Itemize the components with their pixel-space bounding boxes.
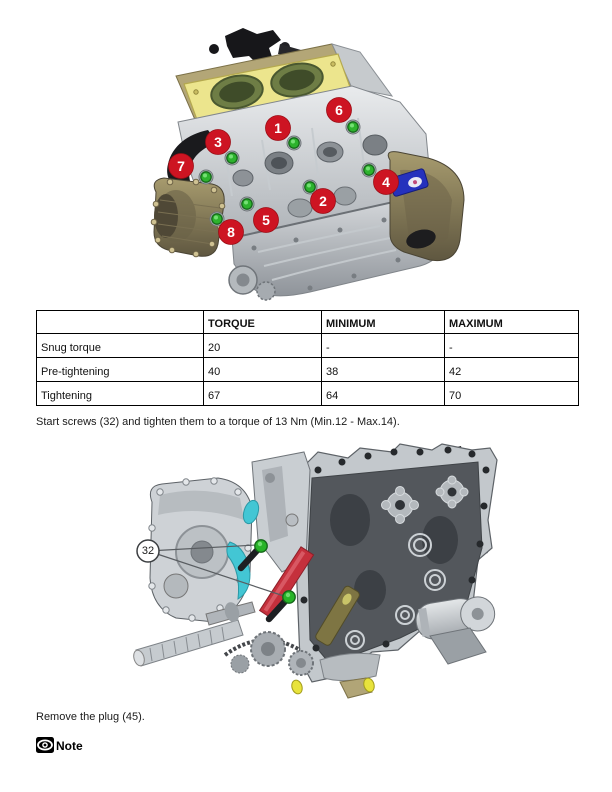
table-cell: Pre-tightening: [37, 358, 204, 382]
engine-top-illustration: [140, 25, 470, 305]
table-row: [37, 334, 579, 358]
clutch-cover-art: [388, 152, 464, 261]
svg-text:5: 5: [262, 212, 270, 228]
svg-text:4: 4: [382, 174, 390, 190]
engine-bottom-illustration: [110, 440, 505, 705]
instruction-remove-plug: Remove the plug (45).: [36, 711, 145, 723]
green-screw-marker: [362, 163, 376, 177]
svg-text:32: 32: [141, 545, 155, 557]
torque-table-header: MINIMUM: [322, 311, 445, 334]
sequence-callout-6: [327, 98, 352, 123]
table-row: [37, 382, 579, 406]
figure-crankcase-screws: [110, 440, 505, 705]
note-block: [36, 737, 83, 753]
svg-text:6: 6: [335, 102, 343, 118]
svg-text:1: 1: [274, 120, 282, 136]
table-cell: 40: [204, 358, 322, 382]
yellow-marker-art: [290, 679, 304, 695]
instruction-start-screws: Start screws (32) and tighten them to a torque of 13 Nm (Min.12 - Max.14).: [36, 416, 400, 428]
table-cell: 70: [445, 382, 579, 406]
svg-text:3: 3: [214, 134, 222, 150]
green-screw-marker: [287, 136, 301, 150]
torque-table-header: MAXIMUM: [445, 311, 579, 334]
torque-table-header: [37, 311, 204, 334]
sequence-callout-8: [219, 220, 244, 245]
sequence-callout-5: [254, 208, 279, 233]
green-screw-marker: [199, 170, 213, 184]
green-screw-marker: [346, 120, 360, 134]
sequence-callout-3: [206, 130, 231, 155]
sequence-callout-1: [266, 116, 291, 141]
table-cell: 20: [204, 334, 322, 358]
svg-text:2: 2: [319, 193, 327, 209]
table-cell: Tightening: [37, 382, 204, 406]
table-cell: 67: [204, 382, 322, 406]
callout-32: [137, 540, 159, 562]
table-cell: -: [445, 334, 579, 358]
table-header-row: [37, 311, 579, 334]
note-eye-icon: [36, 737, 54, 753]
sequence-callout-2: [311, 189, 336, 214]
svg-text:8: 8: [227, 224, 235, 240]
table-cell: 64: [322, 382, 445, 406]
table-cell: 42: [445, 358, 579, 382]
table-cell: 38: [322, 358, 445, 382]
figure-cylinder-head-sequence: [140, 25, 470, 305]
note-label: Note: [56, 739, 83, 753]
torque-table-header: TORQUE: [204, 311, 322, 334]
table-row: [37, 358, 579, 382]
sequence-callout-7: [169, 154, 194, 179]
sequence-callout-4: [374, 170, 399, 195]
svg-text:7: 7: [177, 158, 185, 174]
torque-table: [36, 310, 579, 406]
table-cell: Snug torque: [37, 334, 204, 358]
green-screw-marker: [240, 197, 254, 211]
green-screw-marker: [225, 151, 239, 165]
table-cell: -: [322, 334, 445, 358]
